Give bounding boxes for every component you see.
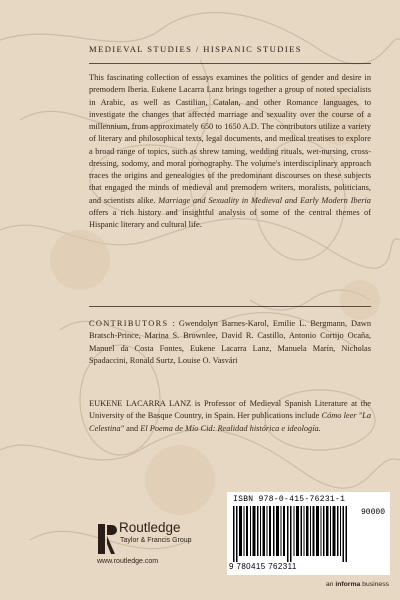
description-closing: offers a rich history and insightful analysis of some of the central themes of Hispanic literary and cultural life. xyxy=(89,207,371,229)
routledge-logo-icon xyxy=(97,523,117,555)
informa-brand: informa xyxy=(335,581,361,588)
editor-publication-1: Cómo leer "La Celestina" xyxy=(89,411,371,433)
top-rule xyxy=(89,63,371,64)
barcode-bars xyxy=(233,506,351,562)
barcode-digits: 9 780415 762311 xyxy=(229,562,297,571)
contributors-names: Gwendolyn Barnes-Karol, Emilie L. Bergmann, Dawn Bratsch-Prince, Marina S. Brownlee, David R. Castillo, Antonio Cortijo Ocaña, Manuel da Costa Fontes, Eukene Lacarra Lanz, Manuela Marín, Nicholas Spadaccini, Ronald Surtz, Louise O. Vasvári xyxy=(89,319,371,365)
editor-name: EUKENE LACARRA LANZ xyxy=(89,399,192,408)
middle-rule xyxy=(89,306,371,307)
isbn-label: ISBN 978-0-415-76231-1 xyxy=(233,495,346,504)
publisher-name: Routledge xyxy=(119,520,181,535)
editor-publication-2: El Poema de Mío Cid: Realidad histórica e ideología. xyxy=(140,423,321,433)
informa-suffix: business xyxy=(362,581,389,588)
contributors-heading: CONTRIBUTORS xyxy=(89,319,169,328)
editor-and: and xyxy=(126,423,139,433)
publisher-group: Taylor & Francis Group xyxy=(120,537,192,544)
description-paragraph xyxy=(89,72,371,231)
informa-prefix: an xyxy=(325,581,334,588)
barcode xyxy=(227,492,390,575)
price-code: 90000 xyxy=(360,508,385,517)
series-heading: MEDIEVAL STUDIES / HISPANIC STUDIES xyxy=(89,44,302,54)
contributors-paragraph: CONTRIBUTORS : Gwendolyn Barnes-Karol, Emilie L. Bergmann, Dawn Bratsch-Prince, Marina S. Brownlee, David R. Castillo, Antonio Cortijo Ocaña, Manuel da Costa Fontes, Eukene Lacarra Lanz, Manuela Marín, Nicholas Spadaccini, Ronald Surtz, Louise O. Vasvári xyxy=(89,319,371,365)
book-title: Marriage and Sexuality in Medieval and Early Modern Iberia xyxy=(158,195,371,205)
description-text: This fascinating collection of essays examines the politics of gender and desire in premodern Iberia. Eukene Lacarra Lanz brings together a group of noted specialists in Arabic, as well as Castilian, Catalan, and other Romance languages, to investigate the changes that affected marriage and sexuality over the course of a millennium, from approximately 650 to 1650 A.D. The contributors utilize a variety of literary and philosophical texts, legal documents, and medical treatises to explore a broad range of topics, such as shrew taming, wedding rituals, wet-nursing, cross-dressing, sodomy, and moral pornography. The volume's interdisciplinary approach traces the origins and genealogies of the predominant discourses on these subjects that engaged the minds of medieval and premodern writers, moralists, politicians, and scientists alike. xyxy=(89,73,371,205)
editor-bio: is Professor of Medieval Spanish Literature at the University of the Basque Country, in Spain. Her publications include xyxy=(89,399,371,421)
editor-paragraph xyxy=(89,398,371,435)
informa-tagline xyxy=(326,581,389,588)
publisher-url: www.routledge.com xyxy=(97,558,159,565)
